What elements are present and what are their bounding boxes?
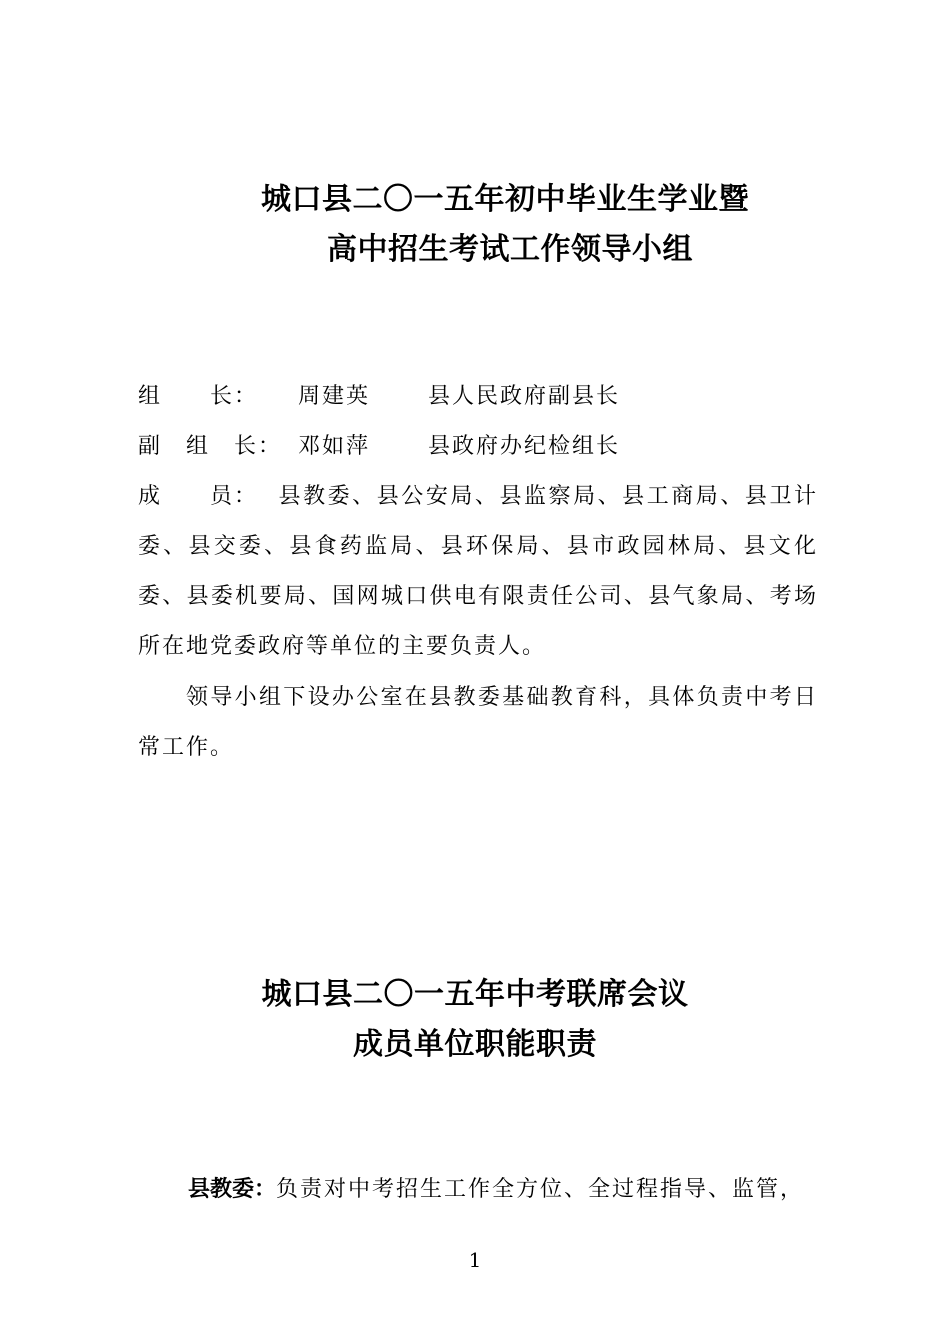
joint-meeting-title xyxy=(0,970,950,1070)
title2-line-1: 城口县二〇一五年中考联席会议 xyxy=(261,977,689,1012)
title-line-2: 高中招生考试工作领导小组 xyxy=(327,232,693,267)
duty-text: 负责对中考招生工作全方位、全过程指导、监管， xyxy=(276,1177,805,1202)
deputy-leader-row xyxy=(138,432,818,462)
page-number: 1 xyxy=(468,1248,482,1272)
deputy-post: 县政府办纪检组长 xyxy=(428,434,621,459)
title-line-1: 城口县二〇一五年初中毕业生学业暨 xyxy=(261,182,749,217)
leader-post: 县人民政府副县长 xyxy=(428,384,621,409)
members-paragraph xyxy=(138,472,818,672)
duty-unit-label: 县教委： xyxy=(188,1177,277,1202)
leader-name: 周建英 xyxy=(298,384,371,409)
deputy-name: 邓如萍 xyxy=(298,434,371,459)
members-text: 县教委、县公安局、县监察局、县工商局、县卫计委、县交委、县食药监局、县环保局、县市政园林局、县文化委、县委机要局、国网城口供电有限责任公司、县气象局、考场所在地党委政府等单位的主要负责人。 xyxy=(138,484,818,659)
leadership-group-title xyxy=(0,175,950,275)
office-paragraph: 领导小组下设办公室在县教委基础教育科，具体负责中考日常工作。 xyxy=(138,685,818,760)
members-label: 成 员： xyxy=(138,484,259,509)
leader-label: 组 长： xyxy=(138,384,259,409)
leader-row xyxy=(138,382,818,412)
title2-line-2: 成员单位职能职责 xyxy=(353,1027,597,1062)
deputy-label: 副 组 长： xyxy=(138,434,283,459)
duty-paragraph xyxy=(138,1170,818,1210)
